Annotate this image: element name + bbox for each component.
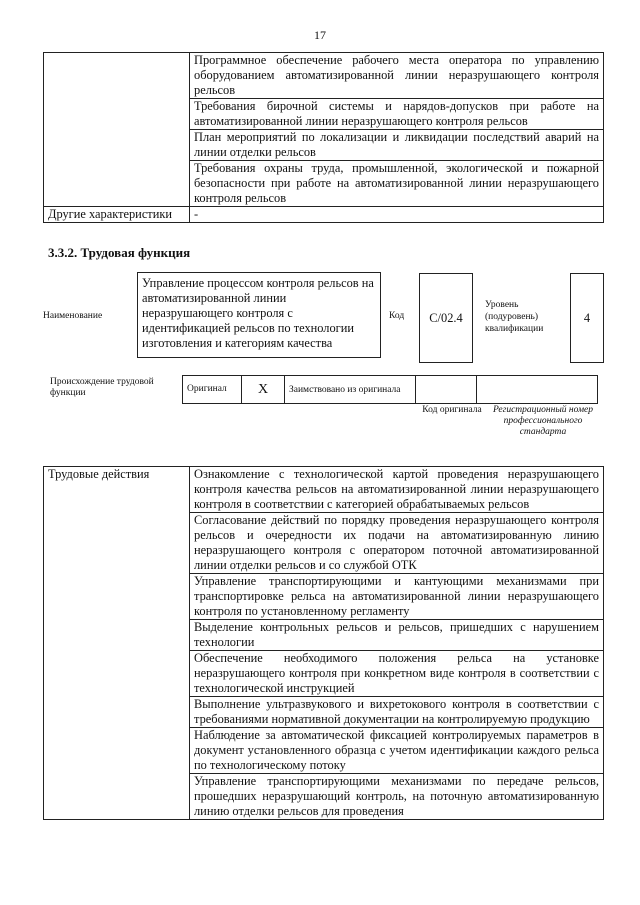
requirement-row: Требования бирочной системы и нарядов-допусков при работе на автоматизированной линии неразрушающего контроля рельсов [190, 99, 604, 130]
requirements-table [43, 52, 604, 223]
origin-code-caption: Код оригинала [422, 405, 482, 415]
requirement-row: Требования охраны труда, промышленной, экологической и пожарной безопасности при работе на автоматизированной линии неразрушающего контроля рельсов [190, 161, 604, 207]
labor-actions-label: Трудовые действия [44, 467, 190, 820]
labor-action-item: Управление транспортирующими и кантующими механизмами при транспортировке рельса на автоматизированной линии неразрушающего контроля по установленному регламенту [190, 574, 604, 620]
other-characteristics-value: - [190, 207, 604, 223]
requirement-row: Программное обеспечение рабочего места оператора по управлению оборудованием автоматизированной линии неразрушающего контроля рельсов [190, 53, 604, 99]
origin-original: Оригинал [183, 376, 242, 404]
qualification-level-label: Уровень (подуровень) квалификации [485, 300, 544, 334]
origin-reg-caption: Регистрационный номер профессионального стандарта [492, 405, 594, 437]
labor-action-item: Выделение контрольных рельсов и рельсов, пришедших с нарушением технологии [190, 620, 604, 651]
labor-action-item: Согласование действий по порядку проведения неразрушающего контроля рельсов и очередности их подачи на автоматизированную линию неразрушающего контроля с оператором поточной автоматизированной линии отделки рельсов и со службой ОТК [190, 513, 604, 574]
labor-action-item: Управление транспортирующими механизмами по передаче рельсов, прошедших неразрушающий контроль, на поточную автоматизированную линию отделки рельсов для проведения [190, 774, 604, 820]
origin-table [182, 375, 598, 404]
function-code-value: C/02.4 [419, 273, 473, 363]
origin-reg-cell [477, 376, 598, 404]
labor-actions-table [43, 466, 604, 820]
other-characteristics-label: Другие характеристики [44, 207, 190, 223]
function-name-label: Наименование [43, 311, 103, 321]
origin-borrowed: Заимствовано из оригинала [285, 376, 416, 404]
origin-label: Происхождение трудовой функции [50, 377, 154, 398]
function-code-label: Код [389, 311, 405, 321]
function-name-value: Управление процессом контроля рельсов на автоматизированной линии неразрушающего контроля с идентификацией рельсов по технологии изготовления и категориям качества [137, 272, 381, 358]
qualification-level-value: 4 [570, 273, 604, 363]
labor-action-item: Ознакомление с технологической картой проведения неразрушающего контроля качества рельсов на автоматизированной линии неразрушающего контроля в соответствии с категорией обрабатываемых рельсов [190, 467, 604, 513]
empty-label-cell [44, 53, 190, 207]
section-title: 3.3.2. Трудовая функция [48, 245, 191, 260]
requirement-row: План мероприятий по локализации и ликвидации последствий аварий на линии отделки рельсов [190, 130, 604, 161]
labor-action-item: Наблюдение за автоматической фиксацией контролируемых параметров в документ установленного образца с учетом идентификации каждого рельса по технологическому потоку [190, 728, 604, 774]
origin-code-cell [416, 376, 477, 404]
labor-action-item: Обеспечение необходимого положения рельса на установке неразрушающего контроля при конкретном виде контроля в соответствии с технологической инструкцией [190, 651, 604, 697]
origin-mark: X [242, 376, 285, 404]
page-number: 17 [314, 28, 326, 42]
labor-action-item: Выполнение ультразвукового и вихретокового контроля в соответствии с требованиями нормативной документации на контролируемую продукцию [190, 697, 604, 728]
